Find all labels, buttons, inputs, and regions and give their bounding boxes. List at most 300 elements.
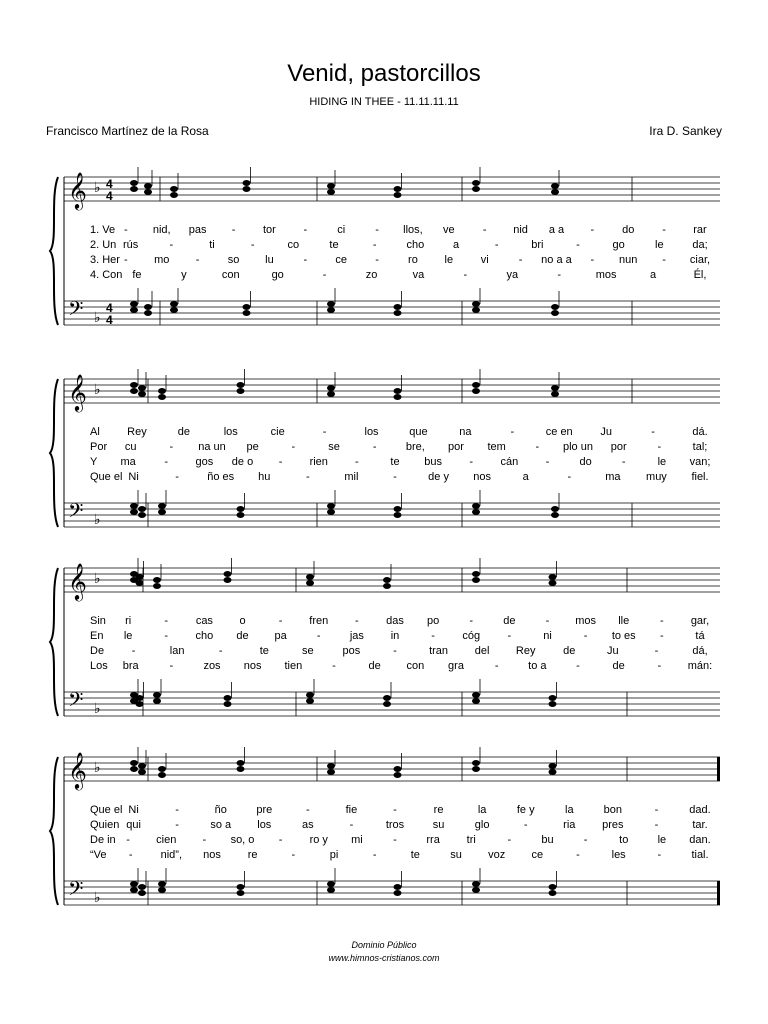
- lyric-syllable: do: [622, 224, 635, 236]
- notehead: [472, 503, 480, 509]
- lyric-syllable: De: [90, 645, 105, 657]
- notehead: [158, 503, 166, 509]
- time-signature-denominator: 4: [106, 313, 113, 327]
- lyric-syllable: da;: [692, 239, 708, 251]
- lyric-hyphen: -: [576, 849, 580, 861]
- lyric-syllable: dan.: [689, 834, 711, 846]
- lyric-hyphen: -: [164, 615, 169, 627]
- lyric-syllable: fie: [345, 804, 358, 816]
- lyric-syllable: bri: [531, 239, 544, 251]
- lyric-syllable: gra: [448, 660, 464, 672]
- lyric-syllable: de: [503, 615, 516, 627]
- brace: [50, 379, 58, 527]
- notehead: [472, 577, 480, 583]
- notehead: [136, 701, 144, 707]
- lyric-syllable: tem: [487, 441, 506, 453]
- notehead: [130, 301, 138, 307]
- lyric-hyphen: -: [393, 471, 397, 483]
- footer-url: www.himnos-cristianos.com: [328, 953, 440, 963]
- lyric-hyphen: -: [662, 224, 666, 236]
- notehead: [170, 192, 178, 198]
- notehead: [158, 881, 166, 887]
- lyric-hyphen: -: [278, 834, 283, 846]
- lyric-hyphen: -: [175, 804, 179, 816]
- lyric-hyphen: -: [576, 660, 580, 672]
- bass-clef-icon: 𝄢: [68, 297, 84, 325]
- lyric-syllable: ce: [531, 849, 544, 861]
- flat-icon: ♭: [94, 701, 101, 717]
- lyric-hyphen: -: [590, 224, 595, 236]
- notehead: [472, 692, 480, 698]
- lyric-syllable: tros: [385, 819, 405, 831]
- lyric-syllable: ni: [543, 630, 552, 642]
- notehead: [138, 763, 146, 769]
- time-signature-numerator: 4: [106, 301, 113, 315]
- notehead: [237, 506, 245, 512]
- lyric-syllable: pos: [342, 645, 361, 657]
- lyric-syllable: tri: [466, 834, 476, 846]
- lyric-syllable: pi: [329, 849, 339, 861]
- notehead: [549, 695, 557, 701]
- lyric-syllable: “Ve: [90, 849, 107, 861]
- lyric-syllable: cho: [195, 630, 214, 642]
- lyric-hyphen: -: [583, 630, 588, 642]
- notehead: [551, 385, 559, 391]
- lyric-syllable: a: [522, 471, 529, 483]
- lyric-hyphen: -: [463, 269, 468, 281]
- lyric-syllable: plo un: [563, 441, 593, 453]
- notehead: [130, 388, 138, 394]
- lyric-syllable: 3. Her: [90, 254, 120, 266]
- notehead: [472, 186, 480, 192]
- lyric-syllable: so: [227, 254, 240, 266]
- lyric-syllable: Rey: [127, 426, 147, 438]
- lyric-syllable: mán:: [687, 660, 713, 672]
- lyric-syllable: Que el: [90, 471, 123, 483]
- lyric-syllable: y: [181, 269, 187, 281]
- lyric-syllable: no a a: [541, 254, 572, 266]
- lyric-syllable: dá,: [692, 645, 708, 657]
- lyric-syllable: llos,: [403, 224, 423, 236]
- lyric-syllable: fiel.: [691, 471, 709, 483]
- lyric-syllable: le: [123, 630, 133, 642]
- notehead: [472, 382, 480, 388]
- notehead: [327, 881, 335, 887]
- lyric-syllable: Ni: [128, 804, 139, 816]
- lyric-syllable: ro: [408, 254, 418, 266]
- lyric-syllable: te: [329, 239, 339, 251]
- notehead: [224, 571, 232, 577]
- lyric-syllable: Ni: [128, 471, 139, 483]
- notehead: [472, 881, 480, 887]
- lyric-syllable: de: [563, 645, 576, 657]
- notehead: [138, 385, 146, 391]
- lyric-syllable: va: [412, 269, 425, 281]
- lyric-syllable: lle: [618, 615, 630, 627]
- lyric-hyphen: -: [355, 456, 359, 468]
- notehead: [383, 583, 391, 589]
- notehead: [549, 701, 557, 707]
- notehead: [138, 391, 146, 397]
- notehead: [136, 695, 144, 701]
- lyric-syllable: ciar,: [689, 254, 711, 266]
- notehead: [138, 890, 146, 896]
- lyric-hyphen: -: [124, 254, 128, 266]
- lyric-syllable: les: [611, 849, 626, 861]
- lyric-syllable: gar,: [690, 615, 710, 627]
- lyric-syllable: a: [650, 269, 657, 281]
- notehead: [394, 304, 402, 310]
- notehead: [394, 506, 402, 512]
- notehead: [549, 884, 557, 890]
- notehead: [394, 766, 402, 772]
- lyric-syllable: das: [386, 615, 404, 627]
- lyric-syllable: tial.: [691, 849, 709, 861]
- notehead: [327, 763, 335, 769]
- lyric-hyphen: -: [322, 426, 327, 438]
- lyric-hyphen: -: [494, 660, 499, 672]
- notehead: [138, 884, 146, 890]
- lyric-hyphen: -: [291, 849, 296, 861]
- lyric-hyphen: -: [660, 630, 664, 642]
- notehead: [472, 180, 480, 186]
- lyric-hyphen: -: [169, 660, 174, 672]
- notehead: [472, 509, 480, 515]
- lyric-syllable: muy: [646, 471, 667, 483]
- lyric-hyphen: -: [621, 456, 626, 468]
- lyric-syllable: nun: [619, 254, 638, 266]
- lyric-hyphen: -: [469, 615, 474, 627]
- flat-icon: ♭: [94, 512, 101, 528]
- lyric-syllable: pres: [602, 819, 624, 831]
- lyric-syllable: nid,: [152, 224, 171, 236]
- treble-clef-icon: 𝄞: [68, 171, 87, 209]
- lyric-syllable: voz: [488, 849, 506, 861]
- notehead: [237, 766, 245, 772]
- flat-icon: ♭: [94, 310, 101, 326]
- notehead: [130, 180, 138, 186]
- notehead: [130, 887, 138, 893]
- notehead: [237, 388, 245, 394]
- notehead: [472, 766, 480, 772]
- notehead: [383, 701, 391, 707]
- lyric-syllable: hu: [258, 471, 271, 483]
- notehead: [224, 577, 232, 583]
- bass-clef-icon: 𝄢: [68, 688, 84, 716]
- lyric-hyphen: -: [316, 630, 321, 642]
- lyric-syllable: mos: [595, 269, 617, 281]
- lyric-hyphen: -: [175, 819, 179, 831]
- lyric-syllable: nos: [473, 471, 492, 483]
- lyric-syllable: tal;: [692, 441, 708, 453]
- notehead: [551, 183, 559, 189]
- lyric-syllable: los: [257, 819, 272, 831]
- lyric-syllable: tor: [262, 224, 276, 236]
- notehead: [153, 698, 161, 704]
- brace: [50, 757, 58, 905]
- lyric-hyphen: -: [291, 441, 296, 453]
- lyric-hyphen: -: [469, 456, 474, 468]
- lyric-hyphen: -: [393, 834, 397, 846]
- lyric-syllable: nos: [203, 849, 221, 861]
- lyric-syllable: glo: [474, 819, 490, 831]
- notehead: [158, 887, 166, 893]
- notehead: [394, 186, 402, 192]
- notehead: [472, 760, 480, 766]
- lyric-hyphen: -: [657, 441, 662, 453]
- lyric-syllable: 2. Un: [90, 239, 117, 251]
- lyric-hyphen: -: [557, 269, 562, 281]
- notehead: [136, 580, 144, 586]
- notehead: [130, 509, 138, 515]
- notehead: [472, 307, 480, 313]
- lyric-syllable: zo: [365, 269, 378, 281]
- lyric-syllable: fren: [309, 615, 329, 627]
- notehead: [138, 512, 146, 518]
- treble-clef-icon: 𝄞: [68, 751, 87, 789]
- notehead: [237, 512, 245, 518]
- notehead: [237, 382, 245, 388]
- lyric-hyphen: -: [657, 849, 662, 861]
- time-signature-denominator: 4: [106, 189, 113, 203]
- lyric-syllable: jas: [349, 630, 364, 642]
- notehead: [327, 183, 335, 189]
- lyric-syllable: cho: [406, 239, 425, 251]
- bass-clef-icon: 𝄢: [68, 877, 84, 905]
- lyric-syllable: pas: [188, 224, 207, 236]
- lyric-syllable: a a: [548, 224, 565, 236]
- lyric-syllable: la: [565, 804, 574, 816]
- lyric-syllable: te: [259, 645, 269, 657]
- lyric-syllable: cán: [500, 456, 519, 468]
- lyric-hyphen: -: [507, 834, 512, 846]
- notehead: [130, 766, 138, 772]
- lyric-hyphen: -: [662, 254, 666, 266]
- brace: [50, 568, 58, 716]
- lyric-hyphen: -: [372, 441, 377, 453]
- lyric-syllable: po: [427, 615, 440, 627]
- flat-icon: ♭: [94, 571, 101, 587]
- notehead: [130, 307, 138, 313]
- lyric-hyphen: -: [372, 239, 377, 251]
- lyric-syllable: Ju: [607, 645, 619, 657]
- lyric-hyphen: -: [218, 645, 223, 657]
- flat-icon: ♭: [94, 890, 101, 906]
- lyric-syllable: bu: [541, 834, 554, 846]
- lyric-hyphen: -: [482, 224, 487, 236]
- notehead: [158, 766, 166, 772]
- lyric-syllable: na un: [198, 441, 226, 453]
- lyric-syllable: ria: [563, 819, 576, 831]
- lyric-syllable: ce en: [545, 426, 573, 438]
- lyric-syllable: a: [452, 239, 460, 251]
- lyric-syllable: tar.: [692, 819, 708, 831]
- lyric-syllable: zos: [203, 660, 221, 672]
- treble-clef-icon: 𝄞: [68, 562, 87, 600]
- notehead: [158, 772, 166, 778]
- lyric-syllable: se: [328, 441, 340, 453]
- notehead: [144, 310, 152, 316]
- lyric-syllable: de: [612, 660, 625, 672]
- lyric-syllable: los: [364, 426, 379, 438]
- lyric-syllable: bus: [424, 456, 442, 468]
- lyric-hyphen: -: [332, 660, 336, 672]
- notehead: [551, 391, 559, 397]
- lyric-syllable: cas: [195, 615, 213, 627]
- lyric-syllable: de o: [231, 456, 254, 468]
- lyric-hyphen: -: [169, 441, 174, 453]
- notehead: [394, 890, 402, 896]
- lyric-syllable: na: [459, 426, 472, 438]
- notehead: [130, 382, 138, 388]
- notehead: [549, 763, 557, 769]
- notehead: [306, 698, 314, 704]
- notehead: [144, 183, 152, 189]
- lyric-syllable: mi: [351, 834, 363, 846]
- lyric-syllable: te: [390, 456, 400, 468]
- lyric-syllable: le: [655, 239, 664, 251]
- lyric-syllable: de: [177, 426, 190, 438]
- lyric-syllable: se: [302, 645, 314, 657]
- lyric-syllable: bre,: [405, 441, 425, 453]
- lyric-hyphen: -: [431, 630, 435, 642]
- lyric-syllable: rien: [309, 456, 328, 468]
- lyric-syllable: su: [450, 849, 462, 861]
- lyric-hyphen: -: [535, 441, 540, 453]
- notehead: [327, 769, 335, 775]
- notehead: [243, 304, 251, 310]
- notehead: [472, 301, 480, 307]
- flat-icon: ♭: [94, 180, 101, 196]
- lyric-syllable: del: [474, 645, 490, 657]
- lyric-syllable: re: [433, 804, 444, 816]
- lyric-syllable: de: [368, 660, 381, 672]
- lyric-syllable: qui: [126, 819, 141, 831]
- lyric-syllable: in: [390, 630, 400, 642]
- notehead: [158, 388, 166, 394]
- notehead: [549, 890, 557, 896]
- lyric-hyphen: -: [567, 471, 572, 483]
- lyric-syllable: Quien: [90, 819, 120, 831]
- lyric-syllable: bra: [122, 660, 139, 672]
- lyric-hyphen: -: [124, 224, 128, 236]
- lyric-syllable: su: [432, 819, 445, 831]
- lyric-syllable: ma: [605, 471, 621, 483]
- lyric-hyphen: -: [518, 254, 523, 266]
- lyric-hyphen: -: [164, 630, 169, 642]
- lyric-syllable: ño es: [207, 471, 235, 483]
- lyric-syllable: con: [406, 660, 425, 672]
- lyric-hyphen: -: [303, 224, 308, 236]
- notehead: [130, 881, 138, 887]
- lyric-syllable: ve: [443, 224, 455, 236]
- time-signature-numerator: 4: [106, 177, 113, 191]
- notehead: [549, 580, 557, 586]
- lyric-syllable: Ju: [600, 426, 612, 438]
- lyric-hyphen: -: [657, 660, 662, 672]
- lyric-syllable: En: [90, 630, 104, 642]
- brace: [50, 177, 58, 325]
- lyric-hyphen: -: [306, 804, 310, 816]
- lyric-hyphen: -: [231, 224, 236, 236]
- lyric-syllable: le: [657, 456, 667, 468]
- notehead: [472, 571, 480, 577]
- notehead: [327, 385, 335, 391]
- lyric-hyphen: -: [510, 426, 515, 438]
- lyric-syllable: De in: [90, 834, 116, 846]
- notehead: [327, 189, 335, 195]
- lyric-syllable: ti: [209, 239, 215, 251]
- lyric-syllable: van;: [689, 456, 711, 468]
- flat-icon: ♭: [94, 760, 101, 776]
- lyric-hyphen: -: [576, 239, 580, 251]
- lyric-hyphen: -: [278, 615, 283, 627]
- lyric-syllable: cie: [270, 426, 285, 438]
- notehead: [327, 307, 335, 313]
- lyric-syllable: por: [610, 441, 627, 453]
- lyric-hyphen: -: [654, 645, 659, 657]
- lyric-syllable: ri: [125, 615, 132, 627]
- notehead: [551, 304, 559, 310]
- notehead: [549, 769, 557, 775]
- lyric-syllable: re: [247, 849, 258, 861]
- lyric-hyphen: -: [507, 630, 512, 642]
- lyric-hyphen: -: [523, 819, 528, 831]
- notehead: [551, 512, 559, 518]
- lyric-hyphen: -: [654, 819, 659, 831]
- notehead: [394, 772, 402, 778]
- lyric-syllable: o: [239, 615, 246, 627]
- notehead: [394, 310, 402, 316]
- lyric-syllable: 1. Ve: [90, 224, 116, 236]
- lyric-syllable: bon: [603, 804, 623, 816]
- notehead: [138, 506, 146, 512]
- notehead: [136, 574, 144, 580]
- lyric-syllable: tien: [284, 660, 303, 672]
- lyric-syllable: dá.: [692, 426, 708, 438]
- notehead: [237, 760, 245, 766]
- lyric-hyphen: -: [349, 819, 354, 831]
- lyric-syllable: so a: [210, 819, 232, 831]
- notehead: [306, 580, 314, 586]
- lyric-hyphen: -: [393, 645, 397, 657]
- lyric-syllable: que: [409, 426, 428, 438]
- lyric-syllable: do: [579, 456, 592, 468]
- lyric-hyphen: -: [583, 834, 588, 846]
- lyric-hyphen: -: [660, 615, 664, 627]
- lyric-syllable: lu: [265, 254, 274, 266]
- lyric-syllable: 4. Con: [90, 269, 123, 281]
- lyric-syllable: mos: [575, 615, 597, 627]
- notehead: [327, 391, 335, 397]
- notehead: [394, 884, 402, 890]
- notehead: [243, 180, 251, 186]
- lyric-syllable: pre: [256, 804, 273, 816]
- lyric-syllable: dad.: [689, 804, 711, 816]
- final-barline: [717, 757, 720, 781]
- lyric-syllable: de y: [428, 471, 449, 483]
- lyric-syllable: fe y: [516, 804, 535, 816]
- lyric-hyphen: -: [355, 615, 359, 627]
- notehead: [551, 189, 559, 195]
- treble-clef-icon: 𝄞: [68, 373, 87, 411]
- lyric-syllable: Al: [90, 426, 100, 438]
- lyric-syllable: la: [477, 804, 487, 816]
- lyric-syllable: rar: [693, 224, 707, 236]
- lyric-syllable: tá: [695, 630, 705, 642]
- notehead: [327, 503, 335, 509]
- notehead: [394, 388, 402, 394]
